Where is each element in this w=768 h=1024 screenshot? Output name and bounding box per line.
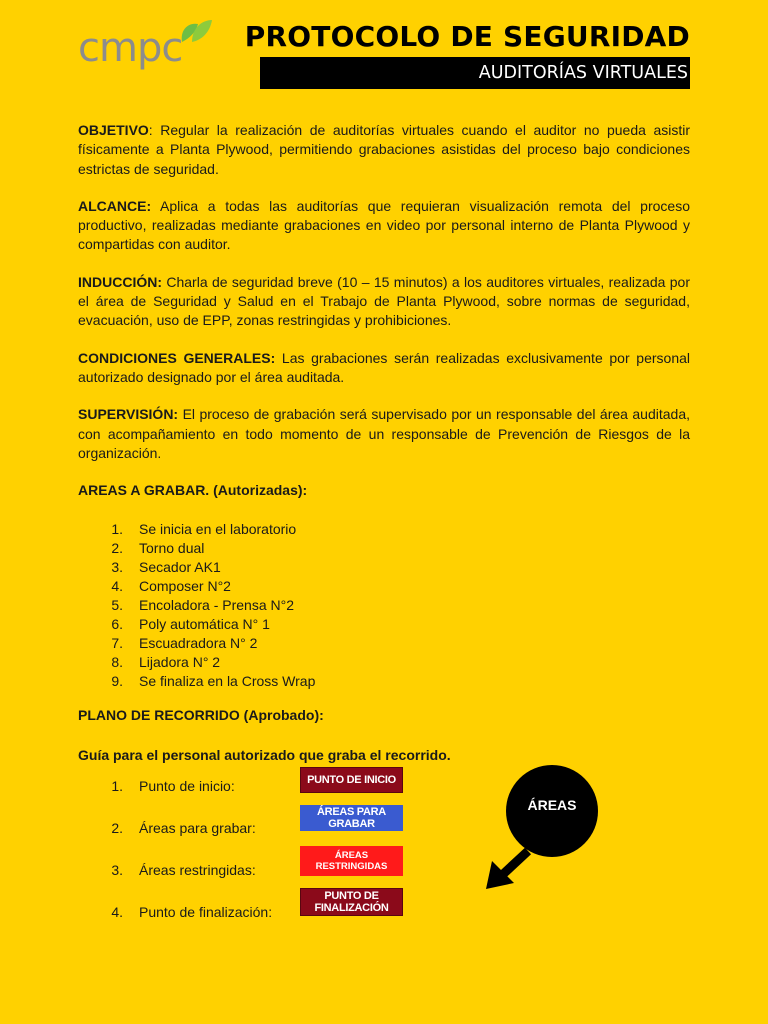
list-item: 6. Poly automática N° 1 xyxy=(111,616,270,633)
arrow-icon xyxy=(480,765,610,895)
page-subtitle: AUDITORÍAS VIRTUALES xyxy=(478,63,688,83)
section-text: : Regular la realización de auditorías virtuales cuando el auditor no pueda asistir físicamente a Planta Plywood, permitiendo grabaciones asistidas del proceso bajo condiciones estrictas de seguridad. xyxy=(78,122,690,177)
legend-item-restricted: 3. Áreas restringidas: xyxy=(111,862,256,878)
legend-item-start: 1. Punto de inicio: xyxy=(111,778,235,794)
legend-item-areas: 2. Áreas para grabar: xyxy=(111,820,256,836)
section-label: ALCANCE: xyxy=(78,197,152,214)
section-label: CONDICIONES GENERALES: xyxy=(78,349,276,366)
legend-item-end: 4. Punto de finalización: xyxy=(111,904,273,920)
subtitle-bar xyxy=(260,57,690,89)
badge-end: PUNTO DE FINALIZACIÓN xyxy=(300,888,403,916)
section-text: Las grabaciones serán realizadas exclusivamente por personal autorizado designado por el área auditada. xyxy=(78,349,690,385)
section-label: INDUCCIÓN: xyxy=(78,273,162,290)
areas-list xyxy=(78,520,690,691)
section-alcance xyxy=(78,197,690,255)
circle-label: ÁREAS xyxy=(527,797,577,813)
cmpc-logo xyxy=(78,16,218,76)
section-supervision xyxy=(78,405,690,463)
plano-guide: Guía para el personal autorizado que graba el recorrido. xyxy=(78,746,451,763)
section-text: Charla de seguridad breve (10 – 15 minutos) a los auditores virtuales, realizada por el área de Seguridad y Salud en el Trabajo de Planta Plywood, sobre normas de seguridad, evacuación, uso de EPP, zonas restringidas y prohibiciones. xyxy=(78,273,690,329)
list-item: 8. Lijadora N° 2 xyxy=(111,654,221,671)
section-label: SUPERVISIÓN: xyxy=(78,406,179,423)
badge-line: ÁREAS xyxy=(334,850,369,861)
badge-restricted xyxy=(300,846,403,876)
protocol-content xyxy=(78,121,690,785)
list-item: 3. Secador AK1 xyxy=(111,559,221,576)
plano-heading: PLANO DE RECORRIDO (Aprobado): xyxy=(78,707,324,724)
list-item: 7. Escuadradora N° 2 xyxy=(111,635,258,652)
section-text: El proceso de grabación será supervisado por un responsable del área auditada, con acompañamiento en todo momento de un responsable de Prevención de Riesgos de la organización. xyxy=(78,406,690,461)
section-text: Aplica a todas las auditorías que requieran visualización remota del proceso productivo, realizadas mediante grabaciones en video por personal interno de Planta Plywood y compartidas con auditor. xyxy=(78,197,690,253)
leaf-icon xyxy=(178,16,214,46)
badge-line: RESTRINGIDAS xyxy=(315,861,388,872)
section-objetivo xyxy=(78,121,690,179)
list-item: 4. Composer N°2 xyxy=(111,578,231,595)
logo-text: cmpc xyxy=(78,25,183,71)
list-item: 5. Encoladora - Prensa N°2 xyxy=(111,597,295,614)
section-condiciones xyxy=(78,349,690,388)
areas-heading: AREAS A GRABAR. (Autorizadas): xyxy=(78,482,308,499)
areas-circle-marker xyxy=(480,765,610,895)
list-item: 9. Se finaliza en la Cross Wrap xyxy=(111,673,316,690)
section-label: OBJETIVO xyxy=(78,122,149,138)
list-item: 2. Torno dual xyxy=(111,540,205,557)
page-title: PROTOCOLO DE SEGURIDAD xyxy=(244,20,690,53)
badge-areas: ÁREAS PARA GRABAR xyxy=(300,805,403,831)
list-item: 1. Se inicia en el laboratorio xyxy=(111,521,297,538)
badge-start: PUNTO DE INICIO xyxy=(300,767,403,793)
section-induccion xyxy=(78,273,690,331)
